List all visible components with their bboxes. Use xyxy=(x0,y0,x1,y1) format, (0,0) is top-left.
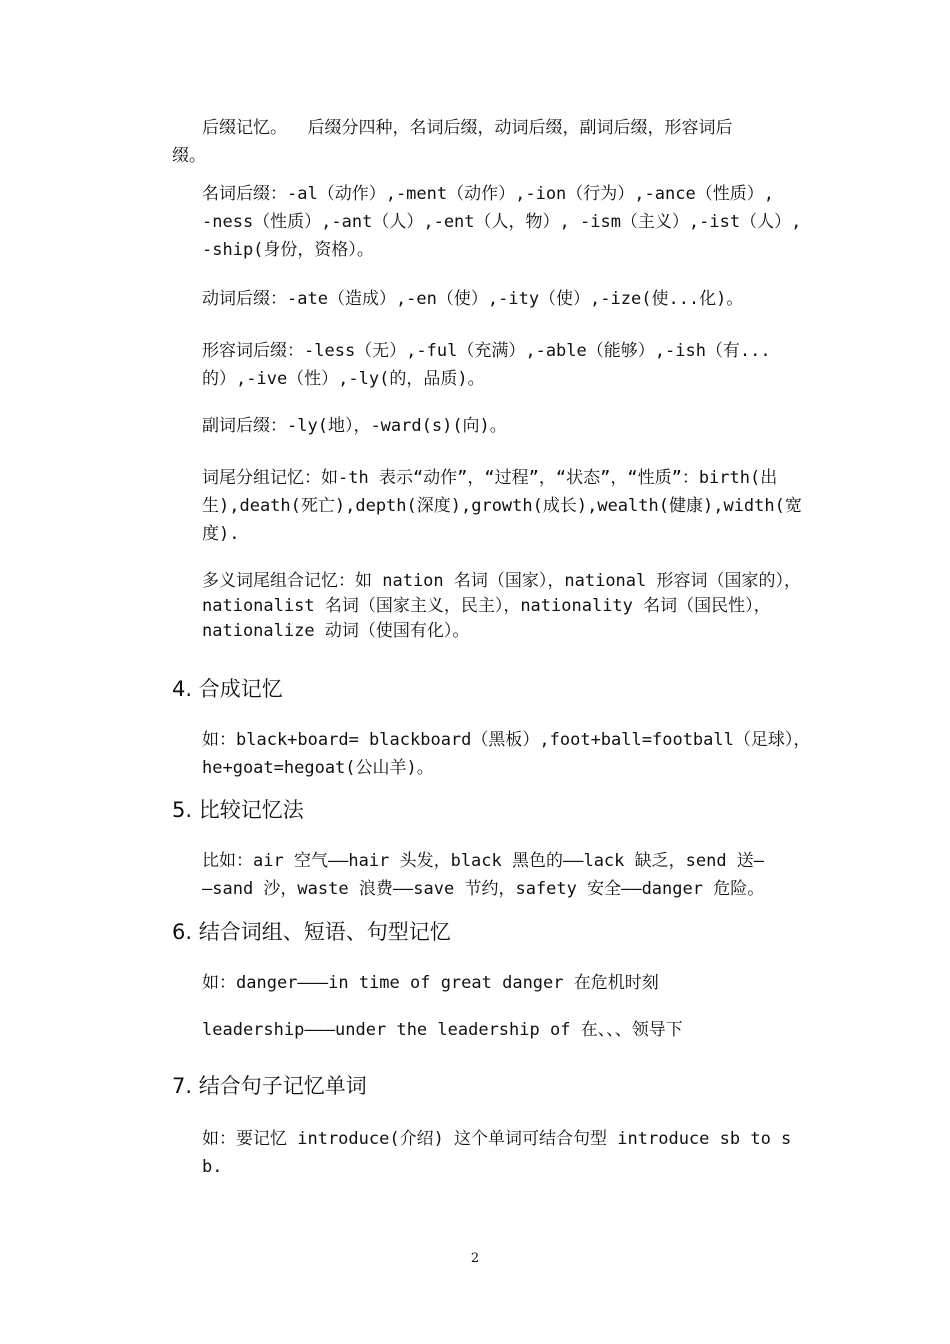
text-line: —sand 沙，waste 浪费——save 节约，safety 安全——danger 危险。 xyxy=(202,879,765,899)
phrase-example-2 xyxy=(202,1016,683,1044)
text-line: 后缀记忆。 后缀分四种，名词后缀，动词后缀，副词后缀，形容词后 xyxy=(202,118,733,138)
text-line: 动词后缀：-ate（造成）,-en（使）,-ity（使）,-ize(使...化)。 xyxy=(202,289,744,309)
page-number: 2 xyxy=(470,1251,480,1266)
text-line: leadership———under the leadership of 在、、、领导下 xyxy=(202,1020,683,1040)
text-line: 名词后缀：-al（动作）,-ment（动作）,-ion（行为）,-ance（性质）, xyxy=(202,184,774,204)
text-line: 如：black+board= blackboard（黑板）,foot+ball=football（足球）， xyxy=(202,730,811,750)
text-line: 词尾分组记忆：如-th 表示“动作”，“过程”，“状态”，“性质”：birth(出 xyxy=(202,468,778,488)
compound-example-paragraph xyxy=(202,726,810,782)
sentence-example-paragraph xyxy=(202,1125,791,1181)
verb-suffix-paragraph xyxy=(202,285,743,313)
text-line: 如：danger———in time of great danger 在危机时刻 xyxy=(202,973,659,993)
noun-suffix-paragraph xyxy=(202,180,801,264)
ending-group-paragraph xyxy=(202,464,802,548)
text-line: 多义词尾组合记忆：如 nation 名词（国家），national 形容词（国家的）， xyxy=(202,571,801,591)
section-heading-7: 7. 结合句子记忆单词 xyxy=(172,1074,367,1098)
text-line: -ness（性质）,-ant（人）,-ent（人，物）, -ism（主义）,-ist（人）, xyxy=(202,212,802,232)
section-heading-4: 4. 合成记忆 xyxy=(172,677,283,701)
adj-suffix-paragraph xyxy=(202,337,771,393)
text-line: b. xyxy=(202,1157,223,1177)
text-line: 缀。 xyxy=(172,146,206,166)
text-line: nationalize 动词（使国有化）。 xyxy=(202,621,470,641)
section-heading-6: 6. 结合词组、短语、句型记忆 xyxy=(172,920,451,944)
suffix-intro-paragraph xyxy=(172,114,732,170)
text-line: he+goat=hegoat(公山羊)。 xyxy=(202,758,434,778)
text-line: 副词后缀：-ly(地），-ward(s)(向)。 xyxy=(202,416,507,436)
polysemy-paragraph xyxy=(202,569,801,644)
adv-suffix-paragraph xyxy=(202,412,507,440)
text-line: 形容词后缀：-less（无）,-ful（充满）,-able（能够）,-ish（有... xyxy=(202,341,771,361)
text-line: 如：要记忆 introduce(介绍) 这个单词可结合句型 introduce sb to s xyxy=(202,1129,792,1149)
phrase-example-1 xyxy=(202,969,659,997)
section-heading-5: 5. 比较记忆法 xyxy=(172,798,304,822)
text-line: 的）,-ive（性）,-ly(的，品质)。 xyxy=(202,369,485,389)
text-line: -ship(身份，资格）。 xyxy=(202,240,374,260)
text-line: 度). xyxy=(202,524,240,544)
compare-example-paragraph xyxy=(202,847,764,903)
text-line: 生),death(死亡),depth(深度),growth(成长),wealth(健康),width(宽 xyxy=(202,496,802,516)
text-line: 比如：air 空气——hair 头发，black 黑色的——lack 缺乏，send 送— xyxy=(202,851,765,871)
text-line: nationalist 名词（国家主义，民主），nationality 名词（国民性）， xyxy=(202,596,771,616)
